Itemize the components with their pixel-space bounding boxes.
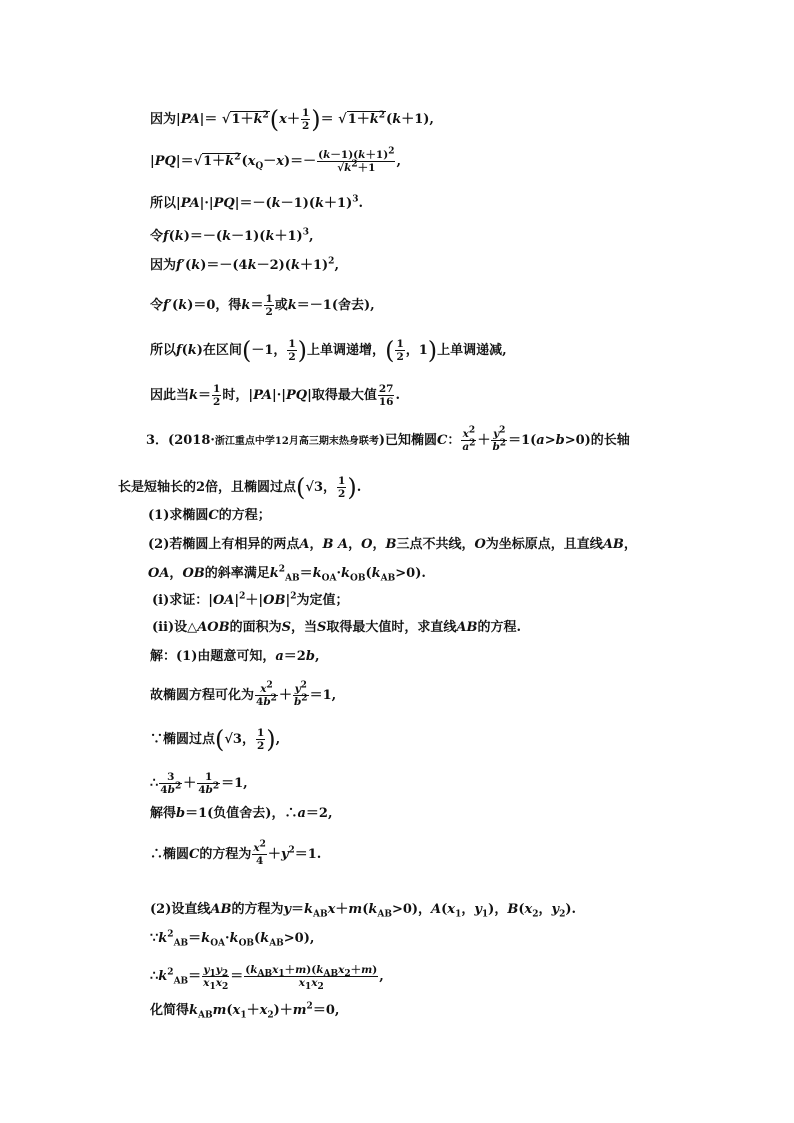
question-2-cont: OA，OB的斜率满足$k^2_{AB}=k_{OA}\cdot k_{OB}(k_{AB}>0)$.: [148, 564, 426, 584]
solution-line-6: ∴椭圆C的方程为 $\frac{x2}{4}$ $+y^2=1$.: [150, 839, 322, 867]
solution-part2-line-4: 化简得$k_{AB}m(x_1+x_2)+m^2=0$,: [150, 1001, 340, 1021]
math-line-5: 因为$f'(k)=-(4k-2)(k+1)^2$,: [150, 256, 339, 273]
solution-part2-line-3: $\therefore k^2_{AB}=$ $\frac{y1y2}{x1x2}$ ＝ $\frac{\text{(kABx1＋m)(kABx2＋m)}}{x1x2}$ ,: [150, 964, 384, 993]
question-2: (2)若椭圆上有相异的两点A，B A，O，B三点不共线，O为坐标原点，且直线AB，: [148, 537, 637, 552]
solution-line-2: 故椭圆方程可化为 $\frac{x2}{4b2}$ ＋ $\frac{y2}{b2}$ ＝1,: [150, 680, 337, 708]
solution-line-4: ∴ $\frac{3}{4b2}$ ＋ $\frac{1}{4b2}$ ＝1,: [150, 771, 248, 796]
math-line-2: $|PQ|=√1+k^2(x_Q-x)=-$ $\frac{(k-1)(k+1)2}{√k2+1}$ ,: [150, 146, 402, 174]
problem-3-statement-cont: 长是短轴长的2倍，且椭圆过点(√3， $\frac{1}{2}$ ).: [118, 473, 362, 502]
question-1: (1)求椭圆C的方程；: [148, 508, 271, 523]
solution-line-3: ∵椭圆过点(√3， $\frac{1}{2}$ ),: [150, 725, 281, 754]
solution-line-5: 解得b＝1(负值舍去)，∴a＝2,: [150, 806, 333, 821]
problem-3-statement: 3．(2018·浙江重点中学12月高三期末热身联考)已知椭圆C： $\frac{x2}{a2}$ ＋ $\frac{y2}{b2}$ ＝1(a>b>0)的长轴: [146, 425, 630, 453]
question-2-i: (ⅰ)求证：$|OA|^2+|OB|^2$为定值；: [152, 591, 349, 608]
question-2-ii: (ⅱ)设△AOB的面积为S，当S取得最大值时，求直线AB的方程.: [152, 620, 522, 635]
solution-part2-line-1: (2)设直线AB的方程为$y=k_{AB}x+m(k_{AB}>0)$，$A(x_1$，$y_1$)，$B(x_2$，$y_2$).: [150, 902, 577, 920]
math-line-6: 令f′(k)＝0，得k＝ $\frac{1}{2}$ 或k＝－1(舍去),: [150, 293, 375, 318]
solution-part2-line-2: $\because k^2_{AB}=k_{OA}\cdot k_{OB}(k_{AB}>0)$,: [150, 929, 315, 949]
solution-line-1: 解：(1)由题意可知，a＝2b,: [150, 649, 320, 664]
math-line-8: 因此当k＝ $\frac{1}{2}$ 时，|PA|·|PQ|取得最大值 $\frac{27}{16}$ .: [150, 383, 400, 408]
math-line-1: 因为$|PA|= √1+k^2(x+$ $\frac{1}{2}$ )＝ $√1+k^2(k+1)$,: [150, 105, 434, 134]
math-line-7: 所以f(k)在区间(－1， $\frac{1}{2}$ )上单调递增，( $\frac{1}{2}$ ，1)上单调递减,: [150, 336, 507, 365]
math-line-3: 所以$|PA|\cdot|PQ|=-(k-1)(k+1)^3$.: [150, 194, 364, 211]
math-line-4: 令$f(k)=-(k-1)(k+1)^3$,: [150, 227, 314, 244]
